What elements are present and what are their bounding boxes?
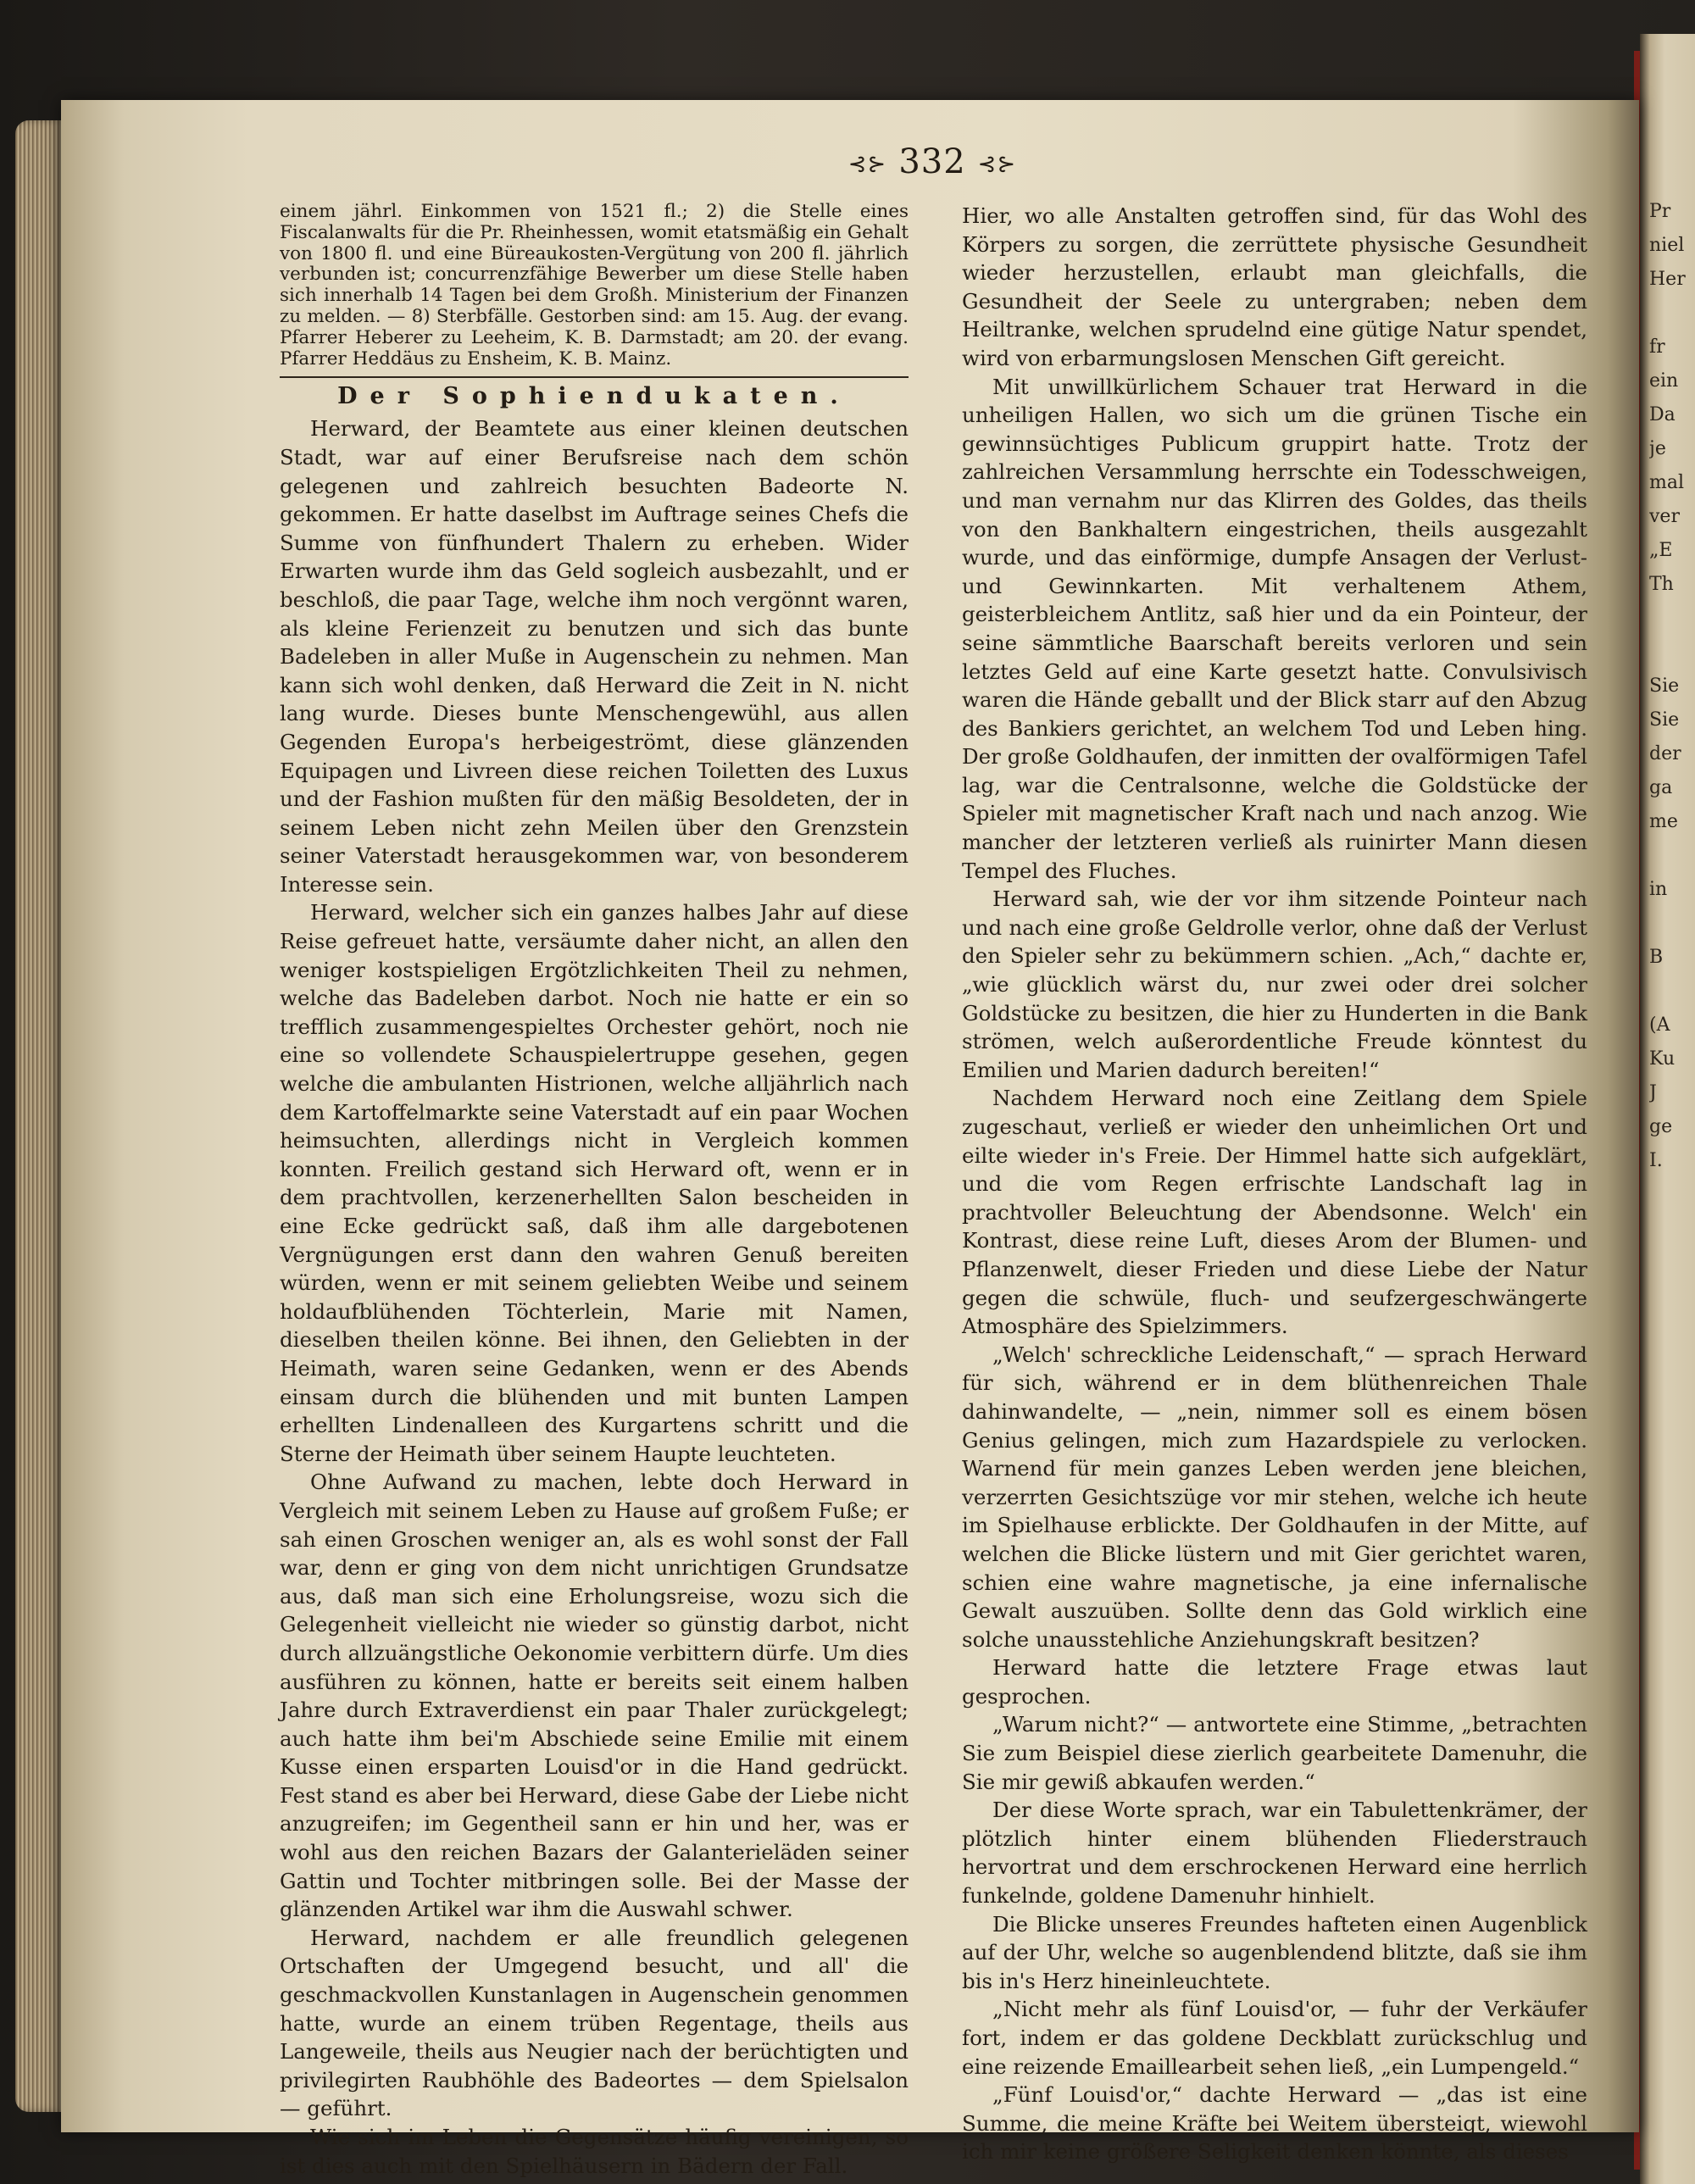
paragraph: „Fünf Louisd'or,“ dachte Herward — „das ist eine Summe, die meine Kräfte bei Weitem übersteigt, wiewohl ich mir keine größere Seligkeit denken könnte, als dieses: [962, 2082, 1587, 2165]
next-page-fragment: J: [1649, 1082, 1657, 1103]
next-page-fragment: ver: [1649, 506, 1680, 527]
page-number-header: [822, 142, 1042, 181]
paragraph: Nachdem Herward noch eine Zeitlang dem Spiele zugeschaut, verließ er wieder den unheimlichen Ort und eilte wieder in's Freie. Der Himmel hatte sich aufgeklärt, und die vom Regen erfrischte Landschaft lag in prachtvoller Beleuchtung der Abendsonne. Welch' ein Kontrast, diese reine Luft, dieses Arom der Blumen- und Pflanzenwelt, dieser Frieden und diese Liebe der Natur gegen die schwüle, fluch- und seufzergeschwängerte Atmosphäre des Spielzimmers.: [962, 1086, 1587, 1339]
next-page-fragment: mal: [1649, 472, 1685, 493]
next-page-fragment: Th: [1649, 574, 1674, 595]
right-column: [962, 202, 1587, 2166]
next-page-fragment: fr: [1649, 336, 1665, 358]
next-page-fragment: [1649, 297, 1695, 331]
paragraph: Wie sich im Leben die Gegensätze häufig vereinigen, so ist dies auch mit den Spielhäusern in Bädern der Fall.: [280, 2125, 909, 2178]
next-page-fragment: [1649, 975, 1695, 1009]
next-page-fragment: B: [1649, 947, 1664, 968]
next-page-fragment: I.: [1649, 1150, 1663, 1171]
paragraph: Herward sah, wie der vor ihm sitzende Pointeur nach und nach eine große Geldrolle verlor, ohne daß der Verlust den Spieler sehr zu bekümmern schien. „Ach,“ dachte er, „wie glücklich wärst du, nur zwei oder drei solcher Goldstücke zu besitzen, die hier zu Hunderten in die Bank strömen, welch außerordentliche Freude könntest du Emilien und Marien dadurch bereiten!“: [962, 886, 1587, 1082]
paragraph: „Welch' schreckliche Leidenschaft,“ — sprach Herward für sich, während er in dem blüthenreichen Thale dahinwandelte, — „nein, nimmer soll es einem bösen Genius gelingen, mich zum Hazardspiele zu verlocken. Warnend für mein ganzes Leben werden jene bleichen, verzerrten Gesichtszüge vor mir stehen, welche ich heute im Spielhause erblickte. Der Goldhaufen in der Mitte, auf welchen die Blicke lüstern und mit Gier gerichtet waren, schien eine wahre magnetische, ja eine infernalische Gewalt auszuüben. Sollte denn das Gold wirklich eine solche unausstehliche Anziehungskraft besitzen?: [962, 1342, 1587, 1652]
next-page-fragment: ga: [1649, 777, 1673, 798]
next-page-fragment: ein: [1649, 370, 1679, 392]
book-page-edges: [15, 120, 63, 2112]
paragraph: Mit unwillkürlichem Schauer trat Herward in die unheiligen Hallen, wo sich um die grünen Tische ein gewinnsüchtiges Publicum gruppirt hatte. Trotz der zahlreichen Versammlung herrschte ein Todesschweigen, und man vernahm nur das Klirren des Goldes, das theils von den Bankhaltern eingestrichen, theils ausgezahlt wurde, und das einförmige, dumpfe Ansagen der Verlust- und Gewinnkarten. Mit verhaltenem Athem, geisterbleichem Antlitz, saß hier und da ein Pointeur, der seine sämmtliche Baarschaft bereits verloren und sein letztes Geld auf eine Karte gesetzt hatte. Convulsivisch waren die Hände geballt und der Blick starr auf den Abzug des Bankiers gerichtet, an welchem Tod und Leben hing. Der große Goldhaufen, der inmitten der ovalförmigen Tafel lag, war die Centralsonne, welche die Goldstücke der Spieler mit magnetischer Kraft nach und nach anzog. Wie mancher der letzteren verließ als ruinirter Mann diesen Tempel des Fluches.: [962, 374, 1587, 883]
next-page-fragment: Her: [1649, 269, 1686, 290]
paragraph: Herward, der Beamtete aus einer kleinen deutschen Stadt, war auf einer Berufsreise nach dem schön gelegenen und zahlreich besuchten Badeorte N. gekommen. Er hatte daselbst im Auftrage seines Chefs die Summe von fünfhundert Thalern zu erheben. Wider Erwarten wurde ihm das Geld sogleich ausbezahlt, und er beschloß, die paar Tage, welche ihm noch vergönnt waren, als kleine Ferienzeit zu benutzen und sich das bunte Badeleben in aller Muße in Augenschein zu nehmen. Man kann sich wohl denken, daß Herward die Zeit in N. nicht lang wurde. Dieses bunte Menschengewühl, aus allen Gegenden Europa's herbeigeströmt, diese glänzenden Equipagen und Livreen diese reichen Toiletten des Luxus und der Fashion mußten für den mäßig Besoldeten, der in seinem Leben nicht zehn Meilen über den Grenzstein seiner Vaterstadt herausgekommen war, von besonderem Interesse sein.: [280, 416, 909, 897]
page-number: 332: [898, 142, 966, 181]
left-column: [280, 202, 909, 2180]
next-page-fragment: Sie: [1649, 675, 1680, 697]
paragraph: Hier, wo alle Anstalten getroffen sind, für das Wohl des Körpers zu sorgen, die zerrüttete physische Gesundheit wieder herzustellen, erlaubt man gleichfalls, die Gesundheit der Seele zu untergraben; neben dem Heiltranke, welchen sprudelnd eine gütige Natur spendet, wird von erbarmungslosen Menschen Gift gereicht.: [962, 203, 1587, 370]
next-page-fragment: niel: [1649, 235, 1685, 256]
next-page-fragment: [1649, 839, 1695, 873]
paragraph: Herward, welcher sich ein ganzes halbes Jahr auf diese Reise gefreuet hatte, versäumte daher nicht, an allen den weniger kostspieligen Ergötzlichkeiten Theil zu nehmen, welche das Badeleben darbot. Noch nie hatte er ein so trefflich zusammengespieltes Orchester gehört, noch nie eine so vollendete Schauspielertruppe gesehen, gegen welche die ambulanten Histrionen, welche alljährlich nach dem Kartoffelmarkte seine Vaterstadt auf ein paar Wochen heimsuchten, allerdings nicht in Vergleich kommen konnten. Freilich gestand sich Herward oft, wenn er in dem prachtvollen, kerzenerhellten Salon bescheiden in eine Ecke gedrückt saß, daß ihm alle dargebotenen Vergnügungen erst dann den wahren Genuß bereiten würden, wenn er mit seinem geliebten Weibe und seinem holdaufblühenden Töchterlein, Marie mit Namen, dieselben theilen könne. Bei ihnen, den Geliebten in der Heimath, waren seine Gedanken, wenn er des Abends einsam durch die blühenden und mit bunten Lampen erhellten Lindenalleen des Kurgartens schritt und die Sterne der Heimath über seinem Haupte leuchteten.: [280, 900, 909, 1466]
next-page-fragment: in: [1649, 879, 1668, 900]
next-page-fragment: Pr: [1649, 201, 1671, 222]
paragraph: „Nicht mehr als fünf Louisd'or, — fuhr der Verkäufer fort, indem er das goldene Deckblatt zurückschlug und eine reizende Emaillearbeit sehen ließ, „ein Lumpengeld.“: [962, 1997, 1587, 2079]
paragraph: Die Blicke unseres Freundes hafteten einen Augenblick auf der Uhr, welche so augenblendend blitzte, daß sie ihm bis in's Herz hineinleuchtete.: [962, 1911, 1587, 1993]
next-page-fragment: [1649, 636, 1695, 670]
ornament-left: ⊰⊱: [848, 152, 887, 177]
paragraph: Herward hatte die letztere Frage etwas laut gesprochen.: [962, 1655, 1587, 1709]
paragraph: Der diese Worte sprach, war ein Tabulettenkrämer, der plötzlich hinter einem blühenden Fliederstrauch hervortrat und dem erschrockenen Herward eine herrlich funkelnde, goldene Damenuhr hinhielt.: [962, 1798, 1587, 1909]
story-title: Der Sophiendukaten.: [337, 383, 851, 410]
next-page-fragment: [1649, 907, 1695, 941]
next-page-fragment: Ku: [1649, 1048, 1676, 1070]
next-page-fragment: Da: [1649, 404, 1676, 425]
paragraph: „Warum nicht?“ — antwortete eine Stimme, „betrachten Sie zum Beispiel diese zierlich gearbeitete Damenuhr, die Sie mir gewiß abkaufen werden.“: [962, 1712, 1587, 1794]
next-page-text-fragments: [1649, 195, 1695, 1178]
next-page-fragment: [1649, 602, 1695, 636]
paragraph: Ohne Aufwand zu machen, lebte doch Herward in Vergleich mit seinem Leben zu Hause auf großem Fuße; er sah einen Groschen weniger an, als es wohl sonst der Fall war, denn er ging von dem nicht unrichtigen Grundsatze aus, daß man sich eine Erholungsreise, wozu sich die Gelegenheit vielleicht nie wieder so günstig darbot, nicht durch allzuängstliche Oekonomie verbittern dürfe. Um dies ausführen zu können, hatte er bereits seit einem halben Jahre durch Extraverdienst ein paar Thaler zurückgelegt; auch hatte ihm bei'm Abschiede seine Emilie mit einem Kusse einen ersparten Louisd'or in die Hand gedrückt. Fest stand es aber bei Herward, diese Gabe der Liebe nicht anzugreifen; im Gegentheil sann er hin und her, was er wohl aus den reichen Bazars der Galanterieläden seiner Gattin und Tochter mitbringen solle. Bei der Masse der glänzenden Artikel war ihm die Auswahl schwer.: [280, 1470, 909, 1922]
official-notice: einem jährl. Einkommen von 1521 fl.; 2) die Stelle eines Fiscalanwalts für die Pr. Rheinhessen, womit etatsmäßig ein Gehalt von 1800 fl. und eine Büreaukosten-Vergütung von 200 fl. jährlich verbunden ist; concurrenzfähige Bewerber um diese Stelle haben sich innerhalb 14 Tagen bei dem Großh. Ministerium der Finanzen zu melden. — 8) Sterbfälle. Gestorben sind: am 15. Aug. der evang. Pfarrer Heberer zu Leeheim, K. B. Darmstadt; am 20. der evang. Pfarrer Heddäus zu Ensheim, K. B. Mainz.: [280, 201, 909, 370]
next-page-fragment: ge: [1649, 1116, 1673, 1137]
next-page-fragment: „E: [1649, 540, 1673, 561]
next-page-fragment: Sie: [1649, 709, 1680, 731]
next-page-fragment: (A: [1649, 1014, 1670, 1036]
paragraph: Herward, nachdem er alle freundlich gelegenen Ortschaften der Umgegend besucht, und all' die geschmackvollen Kunstanlagen in Augenschein genommen hatte, wurde an einem trüben Regentage, theils aus Langeweile, theils aus Neugier nach der berüchtigten und privilegirten Raubhöhle des Badeortes — dem Spielsalon — geführt.: [280, 1925, 909, 2121]
section-rule: [280, 376, 909, 378]
next-page-fragment: je: [1649, 438, 1666, 459]
ornament-right: ⊰⊱: [977, 152, 1017, 177]
next-page-fragment: der: [1649, 743, 1681, 764]
next-page-fragment: me: [1649, 811, 1678, 832]
